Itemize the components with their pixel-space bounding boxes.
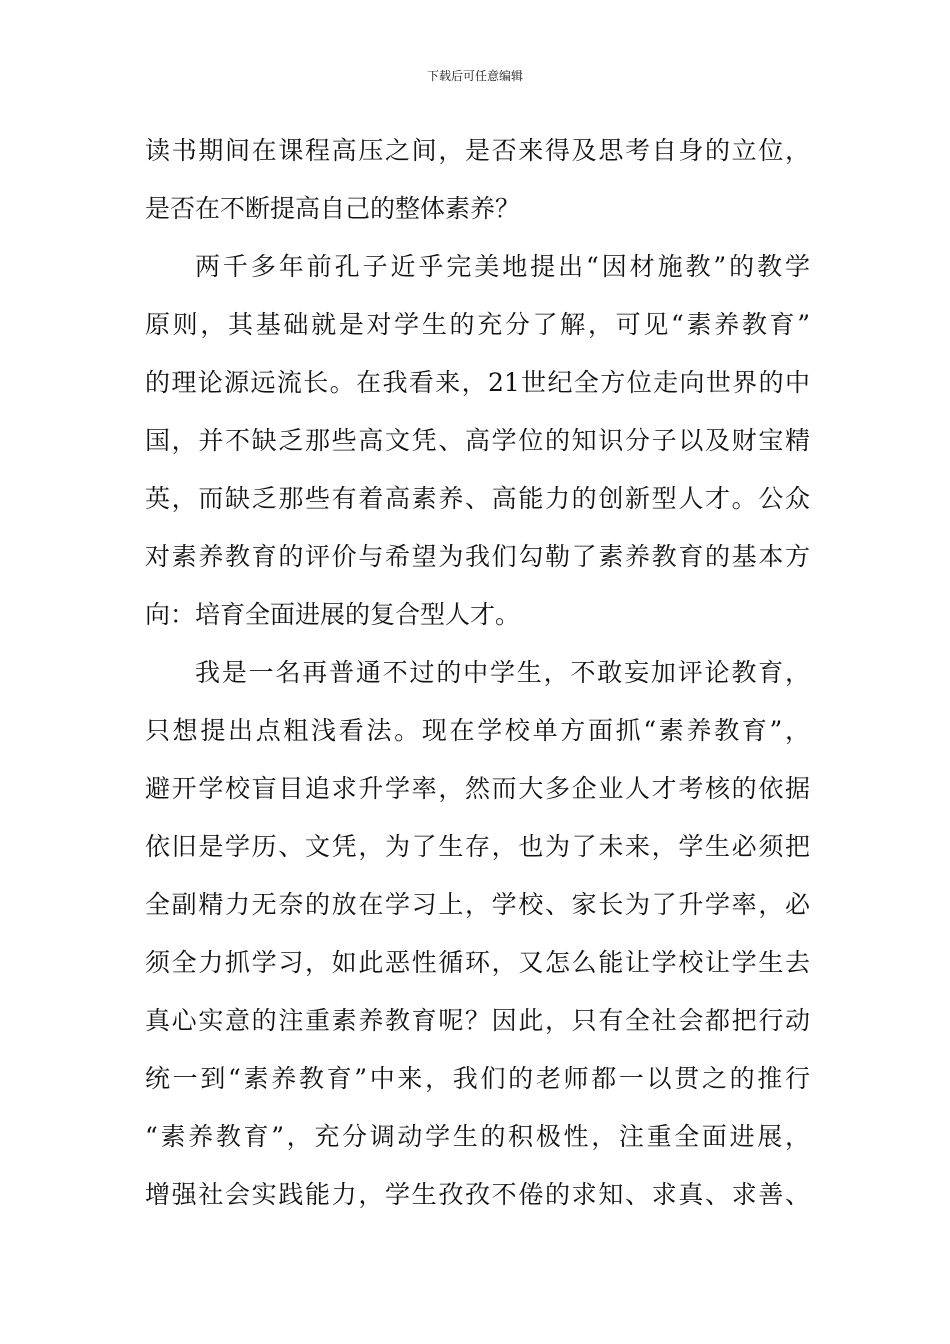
text-line: 读书期间在课程高压之间，是否来得及思考自身的立位， [145,136,810,165]
text-line: 须全力抓学习，如此恶性循环，又怎么能让学校让学生去 [145,948,810,977]
text-line: 依旧是学历、文凭，为了生存，也为了未来，学生必须把 [145,832,810,861]
body-text [145,122,810,1224]
text-line: “素养教育”，充分调动学生的积极性，注重全面进展， [145,1122,810,1151]
text-line: 统一到“素养教育”中来，我们的老师都一以贯之的推行 [145,1064,810,1093]
text-line: 我是一名再普通不过的中学生，不敢妄加评论教育， [195,658,810,687]
text-line: 是否在不断提高自己的整体素养？ [145,194,521,223]
text-line: 真心实意的注重素养教育呢？因此，只有全社会都把行动 [145,1006,810,1035]
text-line: 全副精力无奈的放在学习上，学校、家长为了升学率，必 [145,890,810,919]
text-line: 两千多年前孔子近乎完美地提出“因材施教”的教学 [195,252,810,281]
text-line: 向：培育全面进展的复合型人才。 [145,600,521,629]
text-line: 只想提出点粗浅看法。现在学校单方面抓“素养教育”， [145,716,810,745]
text-line: 避开学校盲目追求升学率，然而大多企业人才考核的依据 [145,774,810,803]
page-header: 下载后可任意编辑 [426,69,523,83]
text-line: 国，并不缺乏那些高文凭、高学位的知识分子以及财宝精 [145,426,810,455]
text-line: 英，而缺乏那些有着高素养、高能力的创新型人才。公众 [145,484,810,513]
text-line: 增强社会实践能力，学生孜孜不倦的求知、求真、求善、 [145,1180,810,1209]
text-line: 原则，其基础就是对学生的充分了解，可见“素养教育” [145,310,810,339]
text-line: 对素养教育的评价与希望为我们勾勒了素养教育的基本方 [145,542,810,571]
text-line: 的理论源远流长。在我看来，21世纪全方位走向世界的中 [145,368,810,397]
